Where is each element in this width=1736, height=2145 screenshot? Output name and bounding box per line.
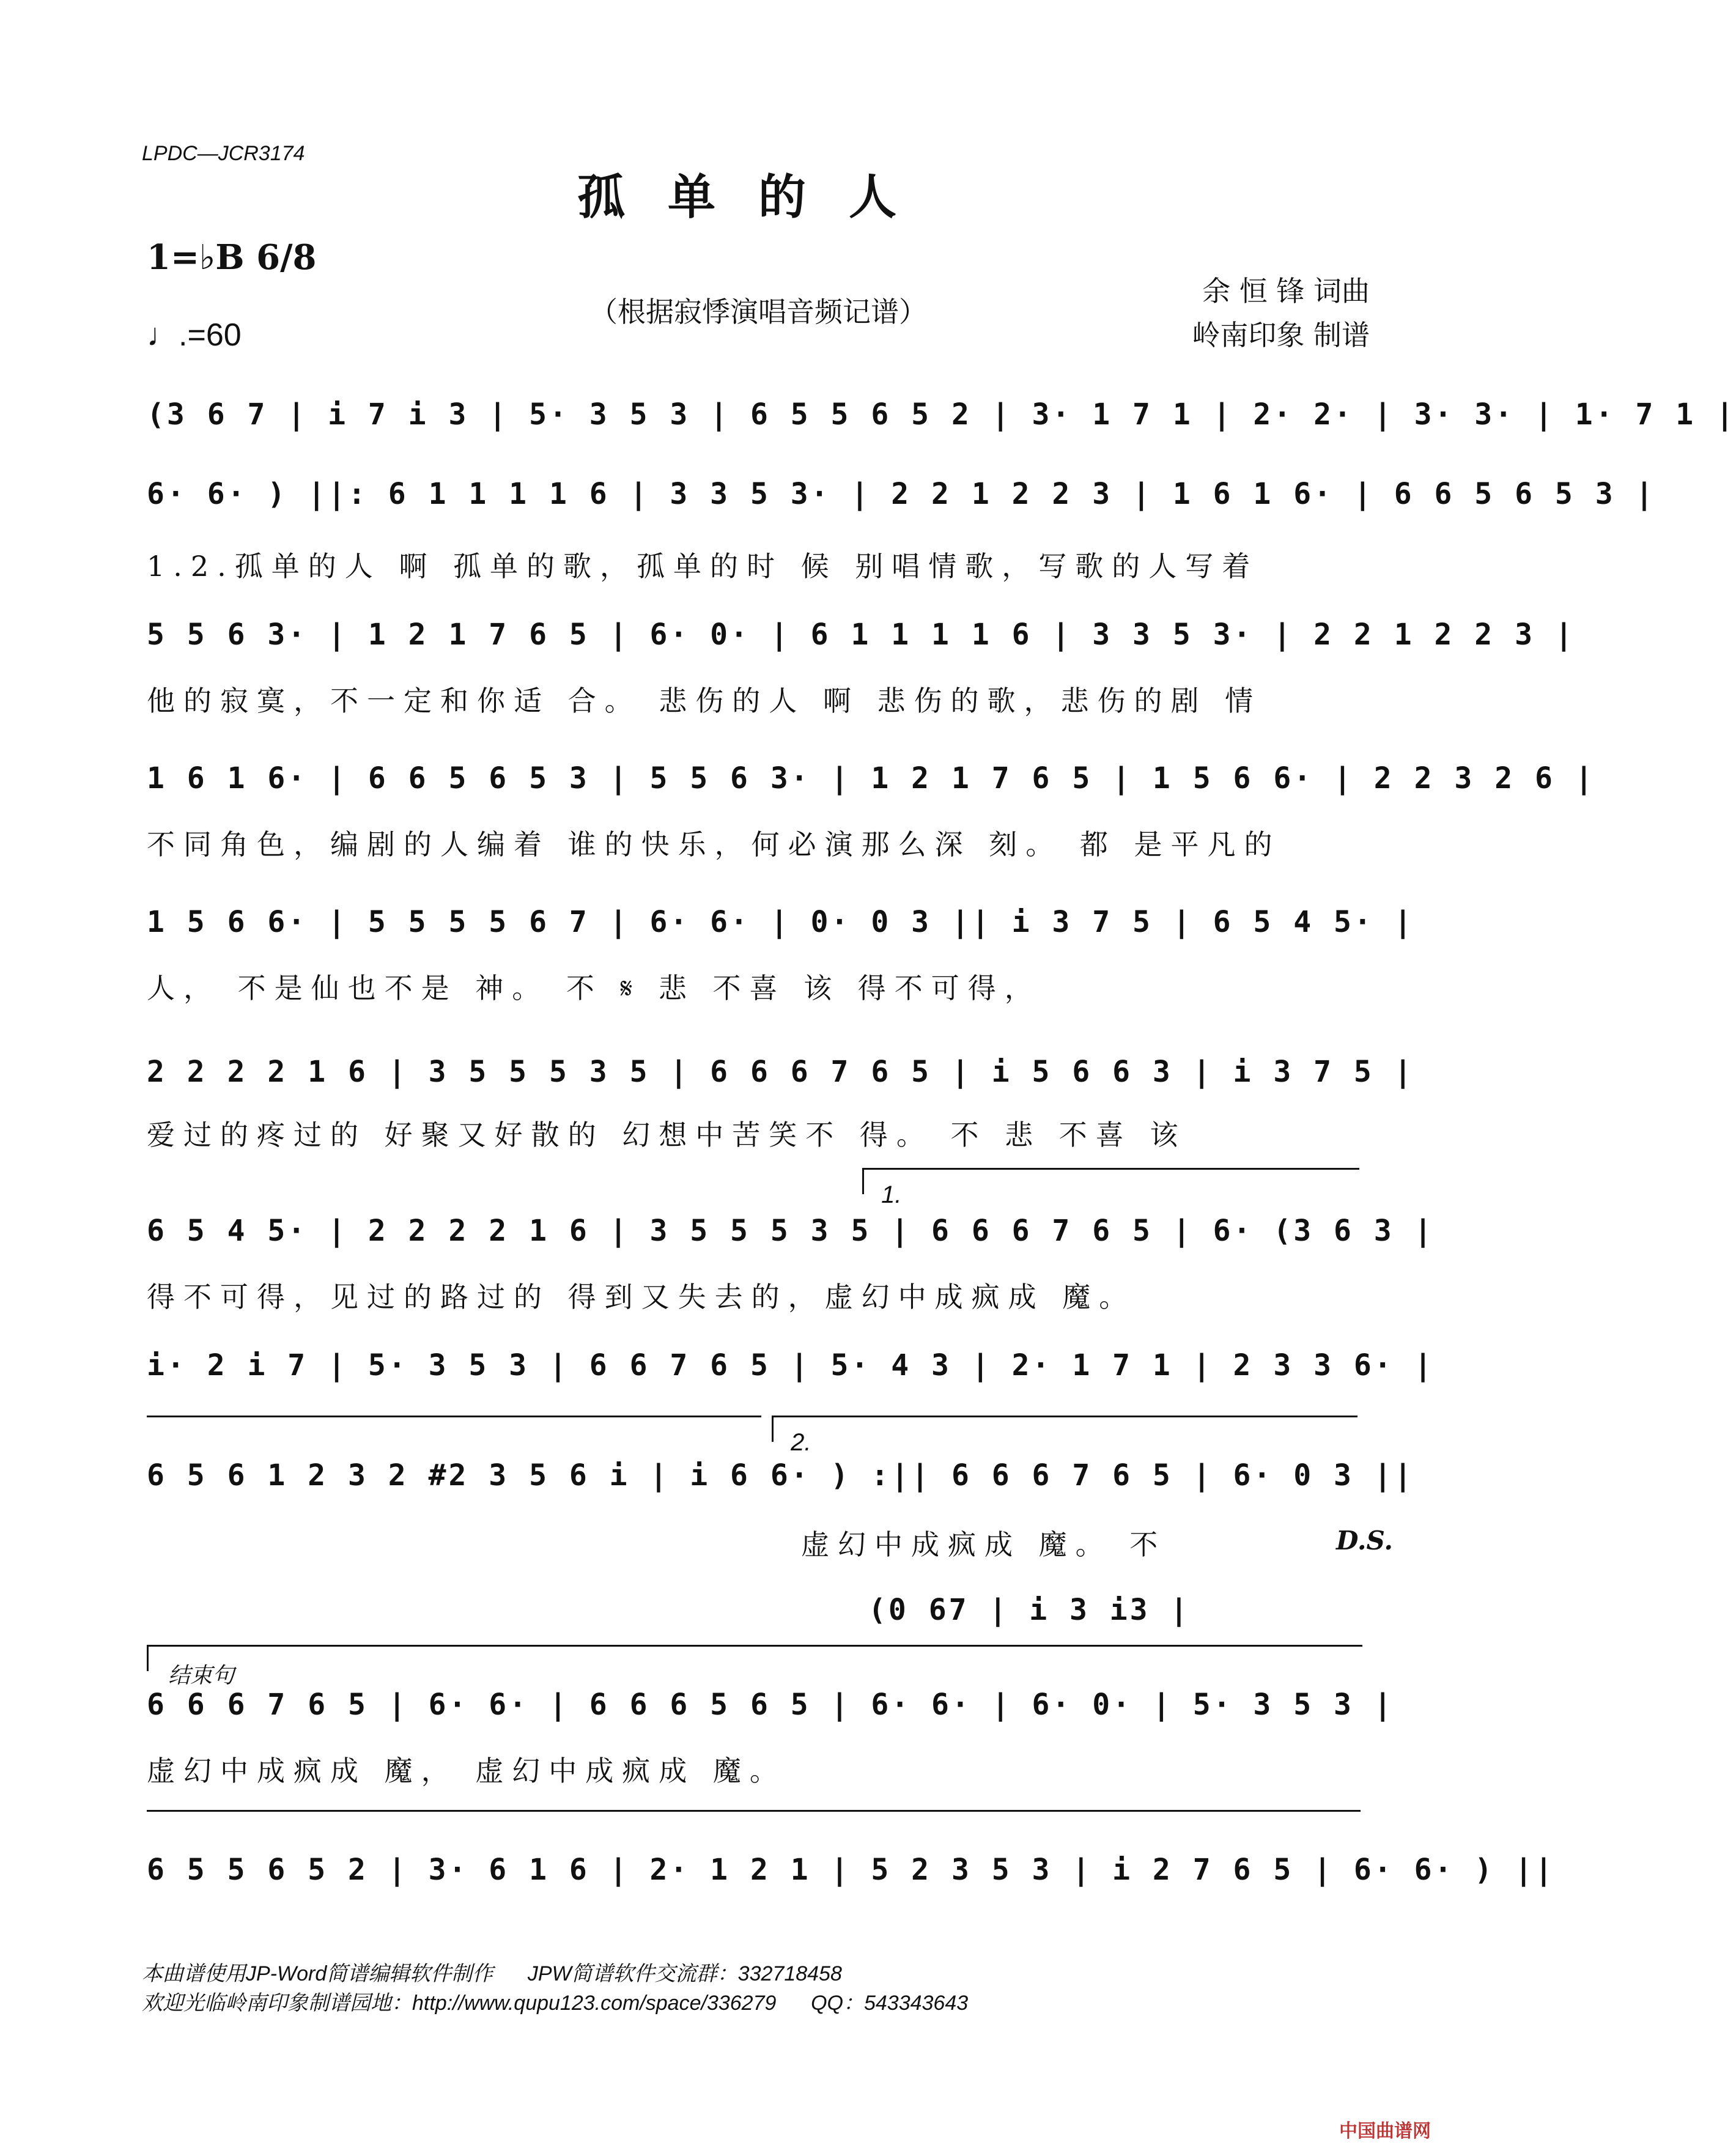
- score-row-3-lyrics: 他的寂寞，不一定和你适 合。 悲伤的人 啊 悲伤的歌，悲伤的剧 情: [147, 684, 1262, 717]
- score-row-6-lyrics: 爱过的疼过的 好聚又好散的 幻想中苦笑不 得。 不 悲 不喜 该: [147, 1118, 1187, 1151]
- ending-bracket-continuation: [147, 1810, 1361, 1812]
- volta-1-label: 1.: [881, 1181, 902, 1208]
- volta-2-bracket: [772, 1416, 1357, 1456]
- score-row-4-lyrics: 不同角色，编剧的人编着 谁的快乐，何必演那么深 刻。 都 是平凡的: [147, 828, 1281, 861]
- footer-line-1: 本曲谱使用JP-Word简谱编辑软件制作 JPW简谱软件交流群：332718458: [142, 1962, 842, 1985]
- volta-2-label: 2.: [791, 1429, 811, 1456]
- score-row-6-notes: 2 2 2 2 1 6 | 3 5 5 5 3 5 | 6 6 6 7 6 5 | i 5 6 6 3 | i 3 7 5 |: [147, 1055, 1414, 1089]
- source-note: （根据寂悸演唱音频记谱）: [589, 295, 927, 328]
- score-row-3-notes: 5 5 6 3· | 1 2 1 7 6 5 | 6· 0· | 6 1 1 1 1 6 | 3 3 5 3· | 2 2 1 2 2 3 |: [147, 618, 1575, 652]
- score-row-11-lyrics: 虚幻中成疯成 魔， 虚幻中成疯成 魔。: [147, 1754, 786, 1787]
- tempo-marking: ♩.=60: [147, 317, 242, 353]
- key-signature: 1=♭B 6/8: [147, 237, 317, 278]
- score-row-7-lyrics: 得不可得，见过的路过的 得到又失去的，虚幻中成疯成 魔。: [147, 1280, 1136, 1313]
- site-watermark: 中国曲谱网: [1339, 2121, 1431, 2142]
- score-row-12-notes: 6 5 5 6 5 2 | 3· 6 1 6 | 2· 1 2 1 | 5 2 3 5 3 | i 2 7 6 5 | 6· 6· ) ||: [147, 1853, 1555, 1887]
- score-row-1-notes: (3 6 7 | i 7 i 3 | 5· 3 5 3 | 6 5 5 6 5 2 | 3· 1 7 1 | 2· 2· | 3· 3· | 1· 7 1 |: [147, 397, 1736, 432]
- score-row-7-notes: 6 5 4 5· | 2 2 2 2 1 6 | 3 5 5 5 3 5 | 6 6 6 7 6 5 | 6· (3 6 3 |: [147, 1214, 1435, 1248]
- page-title: 孤单的人: [577, 169, 939, 225]
- document-id: LPDC—JCR3174: [142, 142, 305, 165]
- ds-mark: D.S.: [1336, 1526, 1394, 1556]
- volta-1-continuation: [147, 1416, 761, 1417]
- arranger-credit: 岭南印象 制谱: [1192, 319, 1370, 352]
- composer-credit: 余 恒 锋 词曲: [1202, 275, 1370, 308]
- score-row-8-notes: i· 2 i 7 | 5· 3 5 3 | 6 6 7 6 5 | 5· 4 3 | 2· 1 7 1 | 2 3 3 6· |: [147, 1348, 1435, 1383]
- score-row-5-notes: 1 5 6 6· | 5 5 5 5 6 7 | 6· 6· | 0· 0 3 || i 3 7 5 | 6 5 4 5· |: [147, 905, 1414, 939]
- score-row-11-notes: 6 6 6 7 6 5 | 6· 6· | 6 6 6 5 6 5 | 6· 6· | 6· 0· | 5· 3 5 3 |: [147, 1688, 1394, 1722]
- score-row-4-notes: 1 6 1 6· | 6 6 5 6 5 3 | 5 5 6 3· | 1 2 1 7 6 5 | 1 5 6 6· | 2 2 3 2 6 |: [147, 761, 1595, 796]
- score-row-2-lyrics: 1.2.孤单的人 啊 孤单的歌，孤单的时 候 别唱情歌，写歌的人写着: [147, 550, 1259, 583]
- ending-bracket: [147, 1645, 1362, 1688]
- score-row-9-notes: 6 5 6 1 2 3 2 #2 3 5 6 i | i 6 6· ) :|| 6 6 6 7 6 5 | 6· 0 3 ||: [147, 1458, 1414, 1493]
- footer-line-2: 欢迎光临岭南印象制谱园地：http://www.qupu123.com/space/336279 QQ：543343643: [142, 1992, 969, 2015]
- volta-1-bracket: [862, 1168, 1359, 1208]
- ending-label: 结束句: [168, 1663, 235, 1688]
- score-row-10-notes: (0 67 | i 3 i3 |: [868, 1593, 1191, 1627]
- score-row-9-lyrics: 虚幻中成疯成 魔。 不: [801, 1528, 1167, 1561]
- score-row-5-lyrics: 人， 不是仙也不是 神。 不 𝄋 悲 不喜 该 得不可得，: [147, 972, 1041, 1005]
- score-row-2-notes: 6· 6· ) ||: 6 1 1 1 1 6 | 3 3 5 3· | 2 2 1 2 2 3 | 1 6 1 6· | 6 6 5 6 5 3 |: [147, 477, 1656, 511]
